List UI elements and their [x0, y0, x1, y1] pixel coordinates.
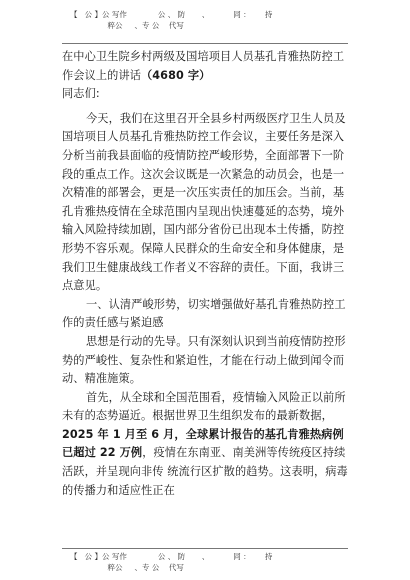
title-text: 作会议上的讲话: [62, 68, 142, 82]
paragraph-global-risk: [62, 389, 352, 501]
title-line-2: [62, 67, 352, 86]
paragraph-intro: 今天，我们在这里召开全县乡村两级医疗卫生人员及国培项目人员基孔肯雅热防控工作会议，主要任务是深入分析当前我县面临的疫情防控严峻形势，全面部署下一阶段的重点工作。这次会议既是一次紧急的动员会，也是一次精准的部署会，更是一次压实责任的加压会。当前，基孔肯雅热疫情在全球范围内呈现出快速蔓延的态势，境外输入风险持续加剧，国内部分省份已出现本土传播，防控形势不容乐观。保障人民群众的生命安全和身体健康，是我们卫生健康战线工作者义不容辞的责任。下面，我讲三点意见。: [62, 111, 346, 293]
section-heading-1: 一、认清严峻形势，切实增强做好基孔肯雅热防控工作的责任感与紧迫感: [62, 297, 346, 330]
footer-watermark-line-2: 粹公 、专 公 代写: [98, 563, 184, 572]
paragraph-global-risk-a: 首先，从全球和全国范围看，疫情输入风险正以前所未有的态势逼近。根据世界卫生组织发布的最新数据，: [62, 390, 346, 423]
footer-watermark-line-1: 【 公 】公 写作 公 、 防 、 同 ： 持: [70, 552, 273, 561]
header-watermark-line-1: 【 公 】公 写作 公 、 防 、 同 ： 持: [70, 10, 273, 19]
word-count: （4680 字）: [141, 68, 211, 82]
title-line-1: 在中心卫生院乡村两级及国培项目人员基孔肯雅热防控工: [62, 50, 345, 63]
header-rule: [62, 43, 348, 44]
footer-rule: [62, 548, 348, 549]
document-body: [62, 48, 352, 500]
salutation: 同志们:: [62, 87, 100, 101]
paragraph-global-risk-b: ，疫情在东南亚、南美洲等传统疫区持续活跃，并呈现向非传 统流行区扩散的趋势。这表明，病毒的传播力和适应性正在: [62, 446, 348, 497]
header-watermark-line-2: 粹公 、专 公 代写: [98, 21, 184, 30]
case-statistics: 2025 年 1 月至 6 月，全球累计报告的基孔肯雅热病例已超过 22 万例: [62, 427, 344, 460]
paragraph-thinking: 思想是行动的先导。只有深刻认识到当前疫情防控形势的严峻性、复杂性和紧迫性，才能在行动上做到闻令而动、精准施策。: [62, 334, 346, 386]
